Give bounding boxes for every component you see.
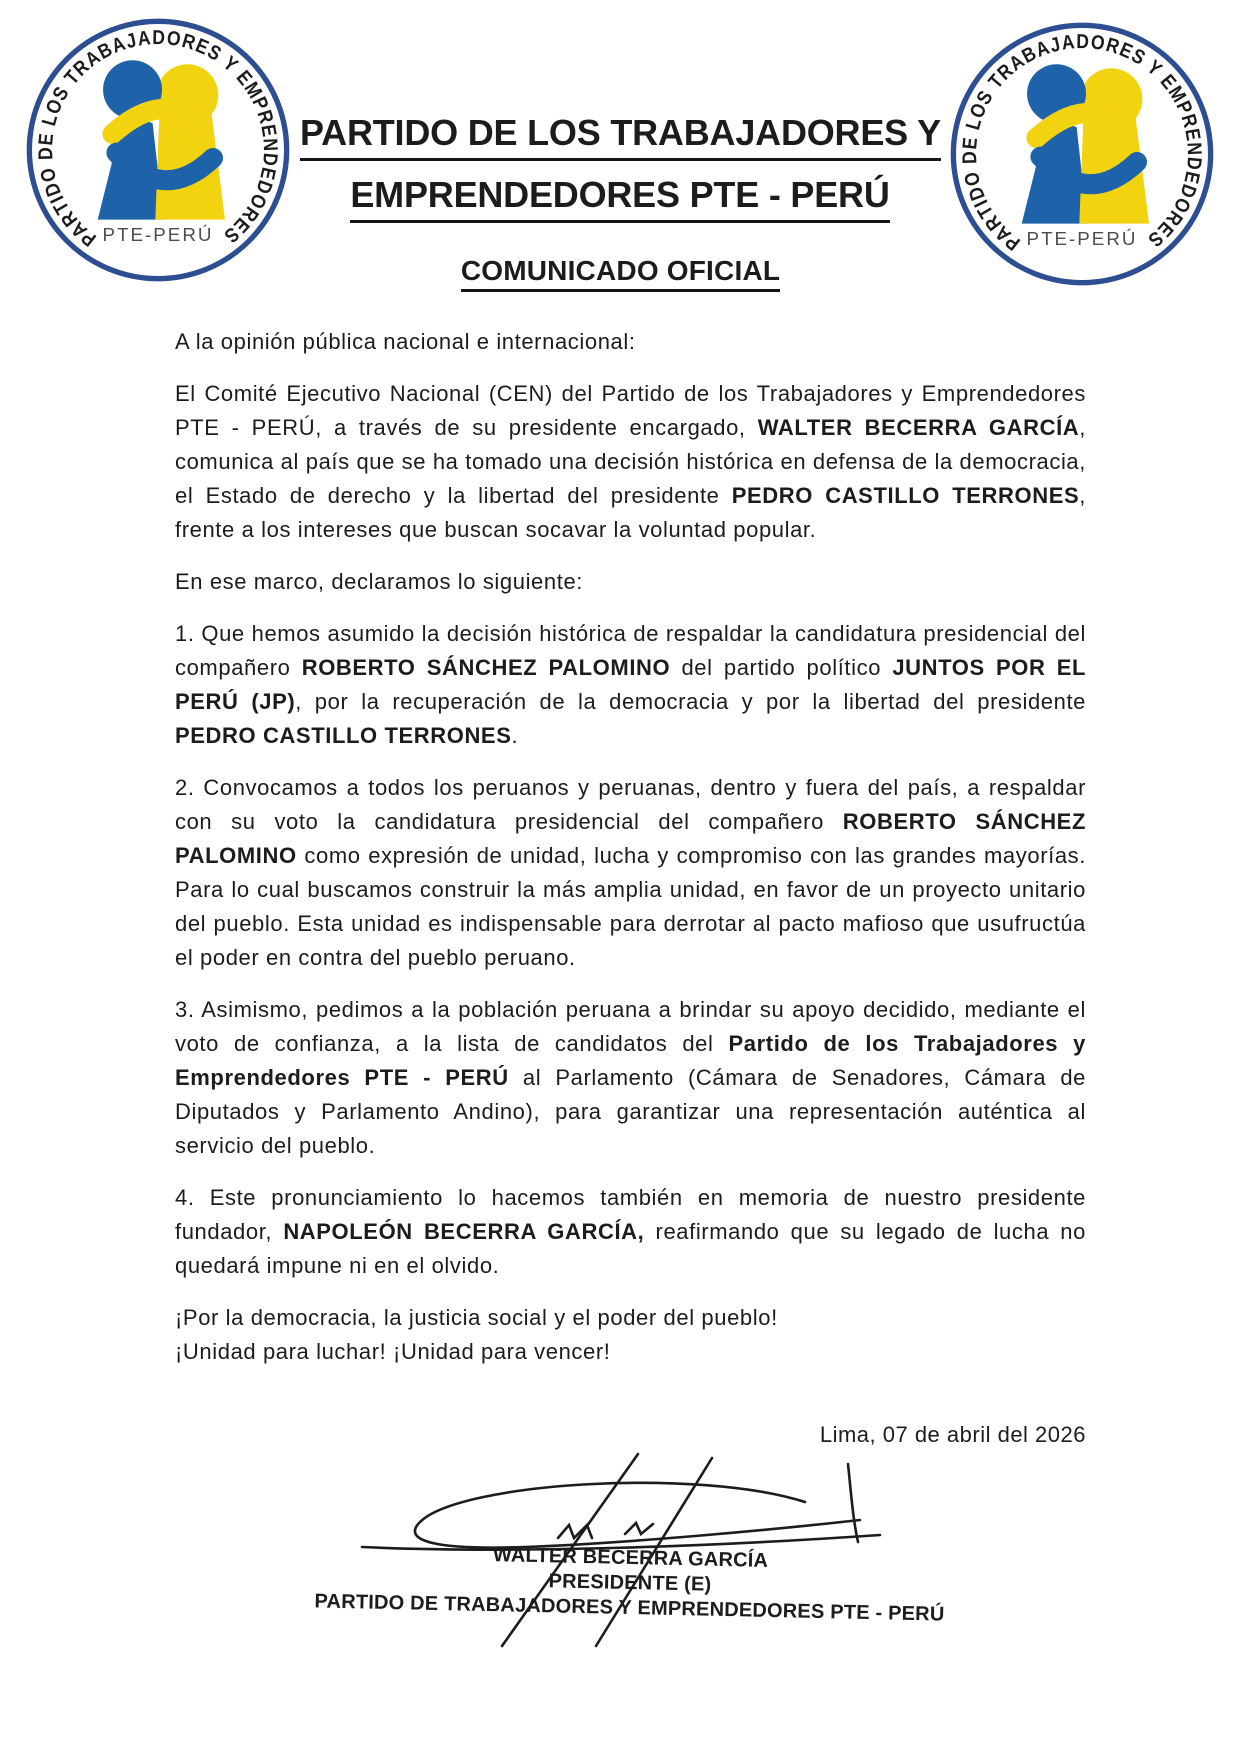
svg-text:PARTIDO DE LOS TRABAJADORES Y: PARTIDO DE LOS TRABAJADORES Y EMPRENDEDORES	[34, 26, 282, 251]
signatory-org: PARTIDO DE TRABAJADORES Y EMPRENDEDORES PTE - PERÚ	[314, 1590, 945, 1626]
document-subtitle: COMUNICADO OFICIAL	[461, 256, 780, 292]
bold-text-run: ROBERTO SÁNCHEZ PALOMINO	[301, 655, 671, 680]
text-run: 2. Convocamos a todos los peruanos y peruanas, dentro y fuera del país, a respaldar con su voto la candidatura presidencial del compañero	[175, 775, 1086, 834]
bold-text-run: ROBERTO SÁNCHEZ PALOMINO	[175, 809, 1086, 868]
bold-text-run: PEDRO CASTILLO TERRONES	[175, 723, 512, 748]
title-line-2: EMPRENDEDORES PTE - PERÚ	[350, 174, 889, 223]
paragraph	[175, 617, 1086, 753]
text-run: reafirmando que su legado de lucha no quedará impune ni en el olvido.	[175, 1219, 1086, 1278]
text-run: como expresión de unidad, lucha y compromiso con las grandes mayorías. Para lo cual buscamos construir la más amplia unidad, en favor de un proyecto unitario del pueblo. Esta unidad es indispensable para derrotar al pacto mafioso que usufructúa el poder en contra del pueblo peruano.	[175, 843, 1086, 970]
subtitle-wrap	[0, 256, 1241, 292]
paragraph	[175, 565, 1086, 599]
text-run: ¡Por la democracia, la justicia social y el poder del pueblo!	[175, 1305, 778, 1330]
bold-text-run: Partido de los Trabajadores y Emprendedores PTE - PERÚ	[175, 1031, 1086, 1090]
signatory	[299, 1539, 960, 1628]
paragraph	[175, 325, 1086, 359]
signatory-role: PRESIDENTE (E)	[548, 1570, 712, 1596]
signature-block	[300, 1450, 960, 1665]
text-run: , comunica al país que se ha tomado una decisión histórica en defensa de la democracia, el Estado de derecho y la libertad del presidente	[175, 415, 1086, 508]
text-run: , por la recuperación de la democracia y por la libertad del presidente	[295, 689, 1086, 714]
text-run: 1. Que hemos asumido la decisión histórica de respaldar la candidatura presidencial del compañero	[175, 621, 1086, 680]
svg-text:PTE-PERÚ: PTE-PERÚ	[102, 224, 214, 246]
text-run: El Comité Ejecutivo Nacional (CEN) del Partido de los Trabajadores y Emprendedores PTE - PERÚ, a través de su presidente encargado,	[175, 381, 1086, 440]
svg-text:PTE-PERÚ: PTE-PERÚ	[1026, 228, 1138, 250]
bold-text-run: PEDRO CASTILLO TERRONES	[731, 483, 1080, 508]
bold-text-run: JUNTOS POR EL PERÚ (JP)	[175, 655, 1087, 714]
bold-text-run: NAPOLEÓN BECERRA GARCÍA,	[283, 1219, 645, 1244]
paragraph	[175, 377, 1086, 547]
text-run: En ese marco, declaramos lo siguiente:	[175, 569, 583, 594]
signatory-name: WALTER BECERRA GARCÍA	[492, 1544, 769, 1572]
party-logo-right	[948, 20, 1216, 288]
text-run: al Parlamento (Cámara de Senadores, Cámara de Diputados y Parlamento Andino), para garantizar una representación auténtica al servicio del pueblo.	[175, 1065, 1087, 1158]
paragraph	[175, 1181, 1086, 1283]
party-logo-left	[24, 16, 292, 284]
text-run: A la opinión pública nacional e internacional:	[175, 329, 636, 354]
text-run: , frente a los intereses que buscan socavar la voluntad popular.	[175, 483, 1086, 542]
text-run: ¡Unidad para luchar! ¡Unidad para vencer!	[175, 1339, 611, 1364]
svg-text:PARTIDO DE LOS TRABAJADORES Y: PARTIDO DE LOS TRABAJADORES Y EMPRENDEDORES	[958, 30, 1206, 255]
text-run: .	[511, 723, 519, 748]
dateline: Lima, 07 de abril del 2026	[819, 1422, 1086, 1447]
text-run: 4. Este pronunciamiento lo hacemos también en memoria de nuestro presidente fundador,	[175, 1185, 1086, 1244]
document-title	[300, 112, 940, 236]
paragraph	[175, 1301, 1086, 1335]
title-line-1: PARTIDO DE LOS TRABAJADORES Y	[300, 112, 941, 161]
document-body	[175, 325, 1086, 1387]
paragraph	[175, 771, 1086, 975]
text-run: 3. Asimismo, pedimos a la población peruana a brindar su apoyo decidido, mediante el voto de confianza, a la lista de candidatos del	[175, 997, 1086, 1056]
bold-text-run: WALTER BECERRA GARCÍA	[757, 415, 1080, 440]
text-run: del partido político	[670, 655, 893, 680]
paragraph	[175, 993, 1086, 1163]
paragraph	[175, 1335, 1086, 1369]
